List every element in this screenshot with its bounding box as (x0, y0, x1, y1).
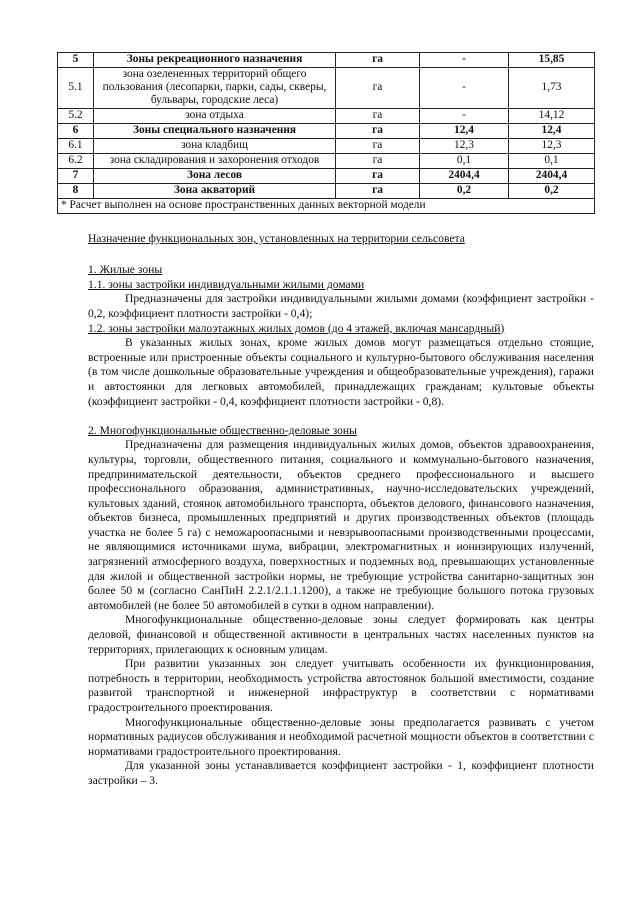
unit: га (336, 123, 420, 138)
zone-name: Зона акваторий (94, 183, 336, 198)
value-2: 0,1 (509, 153, 595, 168)
value-1: - (420, 108, 509, 123)
subsection-1-2: 1.2. зоны застройки малоэтажных жилых домов (до 4 этажей, включая мансардный) (88, 321, 505, 335)
subsection-1-1: 1.1. зоны застройки индивидуальными жилыми домами (88, 277, 365, 291)
zones-table (57, 52, 595, 214)
main-text (88, 232, 594, 789)
unit: га (336, 138, 420, 153)
paragraph: Многофункциональные общественно-деловые зоны следует формировать как центры деловой, финансовой и общественной активности в центральных частях населенных пунктов на территориях, прилегающих к основным улицам. (88, 613, 594, 656)
row-number: 5.1 (58, 68, 94, 109)
paragraph: Для указанной зоны устанавливается коэффициент застройки - 1, коэффициент плотности застройки – 3. (88, 759, 594, 787)
zone-name: зона складирования и захоронения отходов (94, 153, 336, 168)
paragraph: Предназначены для размещения индивидуальных жилых домов, объектов здравоохранения, культуры, торговли, общественного питания, социального и коммунально-бытового назначения, предпринимательской деятельности, объектов среднего профессионального и высшего профессионального образования, административных, научно-исследовательских учреждений, культовых зданий, стоянок автомобильного транспорта, объектов делового, финансового назначения, объектов бизнеса, промышленных предприятий и других производственных объектов (площадь участка не более 5 га) с неможароопасными и невзрывоопасными производственными процессами, не являющимися источниками шума, вибрации, электромагнитных и ионизирующих излучений, загрязнений атмосферного воздуха, поверхностных и подземных вод, превышающих установленные для жилой и общественной застройки нормы, не требующие устройства санитарно-защитных зон более 50 м (согласно СанПиН 2.2.1/2.1.1.1200), а также не требующие большого потока грузовых автомобилей (не более 50 автомобилей в сутки в одном направлении). (88, 438, 594, 612)
paragraph: Предназначены для застройки индивидуальными жилыми домами (коэффициент застройки - 0,2, коэффициент плотности застройки - 0,4); (88, 292, 594, 320)
residential-heading (88, 263, 594, 278)
row-number: 5 (58, 53, 94, 68)
paragraph: При развитии указанных зон следует учитывать особенности их функционирования, потребность в территории, необходимость устройства автостоянок большой вместимости, создание развитой транспортной и инженерной инфраструктур в соответствии с нормативами градостроительного проектирования. (88, 657, 594, 714)
table-row (58, 153, 595, 168)
zone-name: зона отдыха (94, 108, 336, 123)
unit: га (336, 168, 420, 183)
value-1: - (420, 53, 509, 68)
paragraph: Многофункциональные общественно-деловые зоны предполагается развивать с учетом нормативных радиусов обслуживания и необходимой расчетной мощности объектов в соответствии с нормативами градостроительного проектирования. (88, 715, 594, 758)
business-zones-heading-text: 2. Многофункциональные общественно-деловые зоны (88, 423, 357, 437)
table-row (58, 53, 595, 68)
zone-name: Зоны специального назначения (94, 123, 336, 138)
table-row (58, 108, 595, 123)
value-2: 14,12 (509, 108, 595, 123)
zone-name: Зоны рекреационного назначения (94, 53, 336, 68)
value-2: 0,2 (509, 183, 595, 198)
value-2: 12,4 (509, 123, 595, 138)
table-row (58, 138, 595, 153)
unit: га (336, 53, 420, 68)
value-2: 1,73 (509, 68, 595, 109)
residential-heading-text: 1. Жилые зоны (88, 263, 163, 277)
business-zones-heading (88, 424, 594, 439)
value-2: 2404,4 (509, 168, 595, 183)
row-number: 6.1 (58, 138, 94, 153)
unit: га (336, 183, 420, 198)
value-1: 2404,4 (420, 168, 509, 183)
value-1: 12,3 (420, 138, 509, 153)
unit: га (336, 108, 420, 123)
zone-name: Зона лесов (94, 168, 336, 183)
zone-name: зона кладбищ (94, 138, 336, 153)
paragraph: В указанных жилых зонах, кроме жилых домов могут размещаться отдельно стоящие, встроенные или пристроенные объекты социального и культурно-бытового обслуживания населения (в том числе дошкольные образовательные учреждения и общеобразовательные учреждения), гаражи и автостоянки для легковых автомобилей, принадлежащих гражданам; культовые объекты (коэффициент застройки - 0,4, коэффициент плотности застройки - 0,8). (88, 336, 594, 408)
table-footnote-row (58, 198, 595, 213)
unit: га (336, 153, 420, 168)
value-2: 12,3 (509, 138, 595, 153)
table-row (58, 183, 595, 198)
zone-name: зона озелененных территорий общего пользования (лесопарки, парки, сады, скверы, бульвары, городские леса) (94, 68, 336, 109)
table-row (58, 68, 595, 109)
table-row (58, 168, 595, 183)
value-2: 15,85 (509, 53, 595, 68)
row-number: 6 (58, 123, 94, 138)
value-1: 0,2 (420, 183, 509, 198)
section-title: Назначение функциональных зон, установленных на территории сельсовета (88, 232, 465, 245)
value-1: 0,1 (420, 153, 509, 168)
table-row (58, 123, 595, 138)
value-1: 12,4 (420, 123, 509, 138)
value-1: - (420, 68, 509, 109)
row-number: 6.2 (58, 153, 94, 168)
row-number: 8 (58, 183, 94, 198)
unit: га (336, 68, 420, 109)
row-number: 7 (58, 168, 94, 183)
row-number: 5.2 (58, 108, 94, 123)
table-footnote: * Расчет выполнен на основе пространственных данных векторной модели (58, 198, 595, 213)
